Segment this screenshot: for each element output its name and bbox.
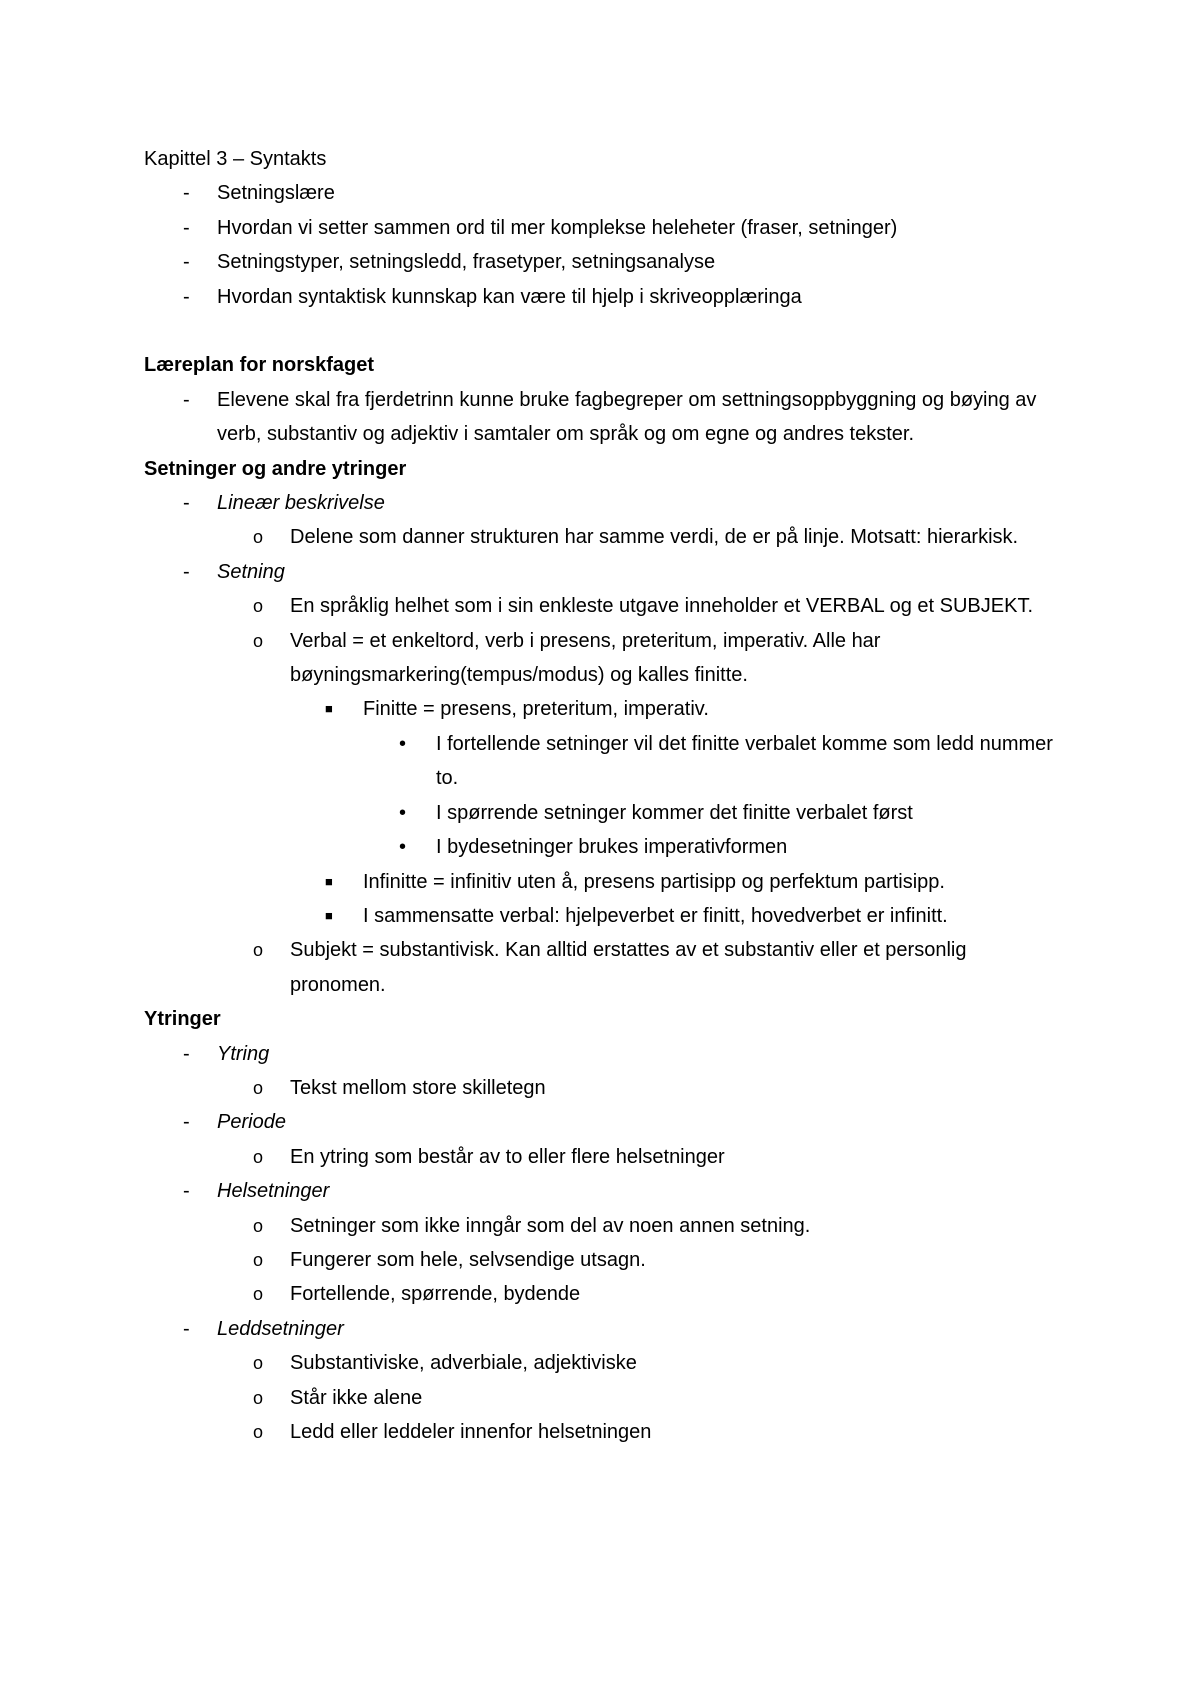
term-periode: - Periode bbox=[144, 1105, 1064, 1139]
list-item: - Setningstyper, setningsledd, frasetyper, setningsanalyse bbox=[144, 245, 1064, 279]
section-heading-ytringer: Ytringer bbox=[144, 1008, 221, 1031]
circle-bullet-icon: o bbox=[253, 1077, 264, 1098]
circle-bullet-icon: o bbox=[253, 1284, 264, 1305]
square-bullet-icon: ■ bbox=[325, 873, 333, 889]
circle-bullet-icon: o bbox=[253, 596, 264, 617]
circle-bullet-icon: o bbox=[253, 527, 264, 548]
list-item: o En språklig helhet som i sin enkleste utgave inneholder et VERBAL og et SUBJEKT. bbox=[144, 589, 1064, 623]
list-item: o Verbal = et enkeltord, verb i presens, preteritum, imperativ. Alle har bøyningsmarkering(tempus/modus) og kalles finitte. bbox=[144, 624, 1064, 693]
circle-bullet-icon: o bbox=[253, 630, 264, 651]
list-item: o Ledd eller leddeler innenfor helsetningen bbox=[144, 1415, 1064, 1449]
circle-bullet-icon: o bbox=[253, 1422, 264, 1443]
list-item: - Hvordan vi setter sammen ord til mer komplekse heleheter (fraser, setninger) bbox=[144, 211, 1064, 245]
dash-bullet-icon: - bbox=[183, 1317, 190, 1340]
dot-bullet-icon: • bbox=[399, 732, 407, 755]
term-ytring: - Ytring bbox=[144, 1037, 1064, 1071]
dot-bullet-icon: • bbox=[399, 801, 407, 824]
list-item: - Hvordan syntaktisk kunnskap kan være til hjelp i skriveopplæringa bbox=[144, 280, 1064, 314]
dash-bullet-icon: - bbox=[183, 388, 190, 411]
list-item: • I spørrende setninger kommer det finitte verbalet først bbox=[144, 796, 1064, 830]
list-item: - Setningslære bbox=[144, 176, 1064, 210]
list-item: ■ I sammensatte verbal: hjelpeverbet er finitt, hovedverbet er infinitt. bbox=[144, 899, 1064, 933]
list-item: o Subjekt = substantivisk. Kan alltid erstattes av et substantiv eller et personlig pronomen. bbox=[144, 933, 1064, 1002]
circle-bullet-icon: o bbox=[253, 1146, 264, 1167]
list-item: o Fortellende, spørrende, bydende bbox=[144, 1277, 1064, 1311]
list-item: o En ytring som består av to eller flere helsetninger bbox=[144, 1140, 1064, 1174]
term-lineaer: - Lineær beskrivelse bbox=[144, 486, 1064, 520]
list-item: o Substantiviske, adverbiale, adjektiviske bbox=[144, 1346, 1064, 1380]
dot-bullet-icon: • bbox=[399, 836, 407, 859]
list-item: o Setninger som ikke inngår som del av noen annen setning. bbox=[144, 1209, 1064, 1243]
term-helsetninger: - Helsetninger bbox=[144, 1174, 1064, 1208]
dash-bullet-icon: - bbox=[183, 560, 190, 583]
list-item: o Tekst mellom store skilletegn bbox=[144, 1071, 1064, 1105]
list-item: - Elevene skal fra fjerdetrinn kunne bruke fagbegreper om settningsoppbyggning og bøying av verb, substantiv og adjektiv i samtaler om språk og om egne og andres tekster. bbox=[144, 383, 1064, 452]
dash-bullet-icon: - bbox=[183, 285, 190, 308]
list-item: • I bydesetninger brukes imperativformen bbox=[144, 830, 1064, 864]
document-page bbox=[144, 142, 1064, 1449]
term-setning: - Setning bbox=[144, 555, 1064, 589]
dash-bullet-icon: - bbox=[183, 251, 190, 274]
circle-bullet-icon: o bbox=[253, 1387, 264, 1408]
chapter-title: Kapittel 3 – Syntakts bbox=[144, 148, 327, 170]
dash-bullet-icon: - bbox=[183, 492, 190, 515]
list-item: o Fungerer som hele, selvsendige utsagn. bbox=[144, 1243, 1064, 1277]
circle-bullet-icon: o bbox=[253, 940, 264, 961]
spacer bbox=[144, 314, 1064, 348]
section-heading-laereplan: Læreplan for norskfaget bbox=[144, 354, 375, 377]
list-item: ■ Finitte = presens, preteritum, imperativ. bbox=[144, 692, 1064, 726]
list-item: ■ Infinitte = infinitiv uten å, presens partisipp og perfektum partisipp. bbox=[144, 865, 1064, 899]
list-item: o Står ikke alene bbox=[144, 1381, 1064, 1415]
section-heading-setninger: Setninger og andre ytringer bbox=[144, 457, 407, 480]
square-bullet-icon: ■ bbox=[325, 907, 333, 923]
list-item: • I fortellende setninger vil det finitte verbalet komme som ledd nummer to. bbox=[144, 727, 1064, 796]
dash-bullet-icon: - bbox=[183, 1042, 190, 1065]
circle-bullet-icon: o bbox=[253, 1215, 264, 1236]
circle-bullet-icon: o bbox=[253, 1353, 264, 1374]
dash-bullet-icon: - bbox=[183, 1111, 190, 1134]
dash-bullet-icon: - bbox=[183, 1180, 190, 1203]
dash-bullet-icon: - bbox=[183, 182, 190, 205]
square-bullet-icon: ■ bbox=[325, 701, 333, 717]
term-leddsetninger: - Leddsetninger bbox=[144, 1312, 1064, 1346]
circle-bullet-icon: o bbox=[253, 1249, 264, 1270]
dash-bullet-icon: - bbox=[183, 216, 190, 239]
list-item: o Delene som danner strukturen har samme verdi, de er på linje. Motsatt: hierarkisk. bbox=[144, 520, 1064, 554]
